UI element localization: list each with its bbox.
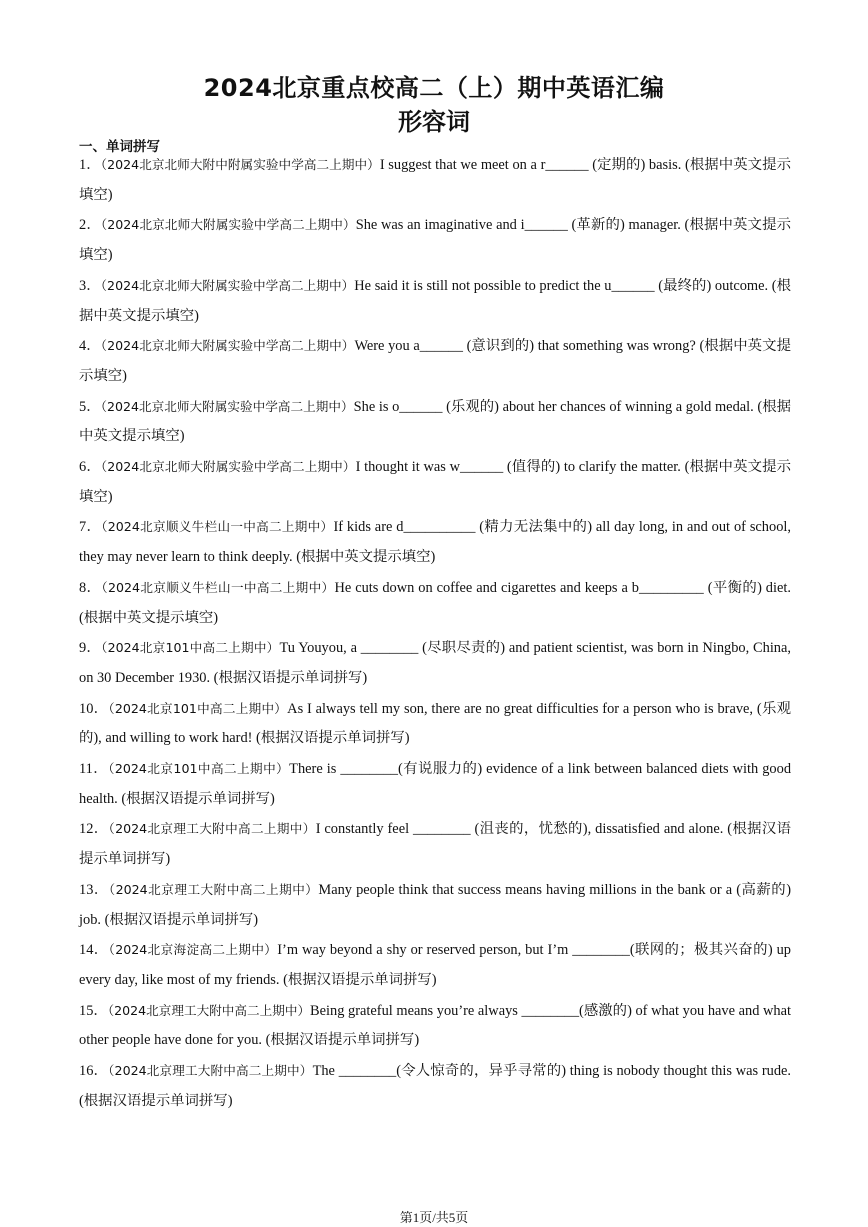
question-number: 6． [79, 459, 101, 476]
question-text: As I always tell my son, there are no great difficulties for a person who is brave, (乐观的), and willing to work hard! (根据汉语提示单词拼写) [79, 700, 791, 747]
question-number: 10． [79, 700, 109, 717]
question-item [79, 512, 791, 572]
question-item [79, 694, 791, 754]
question-number: 2． [79, 217, 101, 234]
question-item [79, 210, 791, 270]
question-text: I suggest that we meet on a r______ (定期的) basis. (根据中英文提示填空) [79, 157, 791, 203]
question-text: I constantly feel ________ (沮丧的，忧愁的), dissatisfied and alone. (根据汉语提示单词拼写) [79, 821, 791, 868]
question-number: 14． [79, 942, 109, 959]
question-item [79, 633, 791, 693]
question-number: 9． [79, 640, 102, 657]
question-number: 4． [79, 338, 101, 355]
question-source: （2024北京海淀高二上期中） [108, 942, 278, 958]
question-number: 7． [79, 519, 102, 536]
question-text: There is ________(有说服力的) evidence of a link between balanced diets with good health. (根据汉语提示单词拼写) [79, 761, 792, 807]
question-source: （2024北京北师大附属实验中学高二上期中） [100, 398, 354, 414]
document-title: 2024北京重点校高二（上）期中英语汇编 [203, 74, 665, 102]
question-source: （2024北京北师大附属实验中学高二上期中） [100, 277, 355, 293]
question-number: 15． [79, 1002, 108, 1019]
question-item [79, 452, 791, 512]
question-text: I thought it was w______ (值得的) to clarify the matter. (根据中英文提示填空) [79, 459, 791, 505]
question-text: He cuts down on coffee and cigarettes and keeps a b_________ (平衡的) diet. (根据中英文提示填空) [79, 579, 791, 626]
page-footer: 第1页/共5页 [399, 1210, 469, 1225]
question-source: （2024北京101中高二上期中） [108, 700, 288, 716]
question-number: 13． [79, 881, 109, 898]
question-source: （2024北京理工大附中高二上期中） [108, 1063, 313, 1079]
question-source: （2024北京北师大附属实验中学高二上期中） [100, 217, 356, 233]
question-item [79, 331, 791, 391]
question-source: （2024北京顺义牛栏山一中高二上期中） [101, 579, 335, 595]
question-number: 12． [79, 821, 109, 838]
question-number: 1． [79, 157, 101, 173]
question-item [79, 814, 791, 874]
question-text: Tu Youyou, a ________ (尽职尽责的) and patient scientist, was born in Ningbo, China, on 30 December 1930. (根据汉语提示单词拼写) [79, 640, 791, 686]
question-text: Being grateful means you’re always ________(感激的) of what you have and what other people have done for you. (根据汉语提示单词拼写) [79, 1002, 791, 1049]
question-item [79, 392, 791, 452]
question-item [79, 150, 791, 210]
question-item [79, 1056, 791, 1116]
question-text: He said it is still not possible to predict the u______ (最终的) outcome. (根据中英文提示填空) [79, 277, 791, 324]
question-number: 3． [79, 277, 101, 294]
question-source: （2024北京101中高二上期中） [108, 761, 290, 777]
question-source: （2024北京理工大附中高二上期中） [107, 1002, 311, 1018]
document-subtitle: 形容词 [398, 108, 470, 136]
question-text: She is o______ (乐观的) about her chances of winning a gold medal. (根据中英文提示填空) [79, 398, 792, 445]
question-text: She was an imaginative and i______ (革新的) manager. (根据中英文提示填空) [79, 217, 791, 264]
question-source: （2024北京101中高二上期中） [101, 640, 280, 656]
question-text: The ________(令人惊奇的，异乎寻常的) thing is nobody thought this was rude. (根据汉语提示单词拼写) [79, 1063, 791, 1109]
question-list [79, 150, 791, 1117]
question-item [79, 754, 791, 814]
question-source: （2024北京顺义牛栏山一中高二上期中） [101, 519, 334, 535]
question-text: I’m way beyond a shy or reserved person, but I’m ________(联网的；极其兴奋的) up every day, like most of my friends. (根据汉语提示单词拼写) [79, 942, 791, 988]
question-source: （2024北京理工大附中高二上期中） [108, 881, 319, 897]
question-item [79, 996, 791, 1056]
question-item [79, 935, 791, 995]
question-number: 16． [79, 1063, 109, 1080]
question-item [79, 271, 791, 331]
question-number: 8． [79, 579, 102, 596]
question-source: （2024北京北师大附属实验中学高二上期中） [100, 338, 355, 354]
section-heading: 一、单词拼写 [79, 139, 160, 155]
question-text: If kids are d__________ (精力无法集中的) all day long, in and out of school, they may never learn to think deeply. (根据中英文提示填空) [79, 519, 791, 566]
question-number: 5． [79, 398, 101, 415]
question-source: （2024北京理工大附中高二上期中） [108, 821, 316, 837]
question-source: （2024北京北师大附中附属实验中学高二上期中） [100, 157, 380, 172]
question-number: 11． [79, 761, 109, 778]
question-text: Many people think that success means having millions in the bank or a (高薪的) job. (根据汉语提示单词拼写) [79, 881, 791, 928]
question-text: Were you a______ (意识到的) that something was wrong? (根据中英文提示填空) [79, 338, 791, 384]
question-item [79, 875, 791, 935]
question-item [79, 573, 791, 633]
question-source: （2024北京北师大附属实验中学高二上期中） [100, 459, 356, 475]
